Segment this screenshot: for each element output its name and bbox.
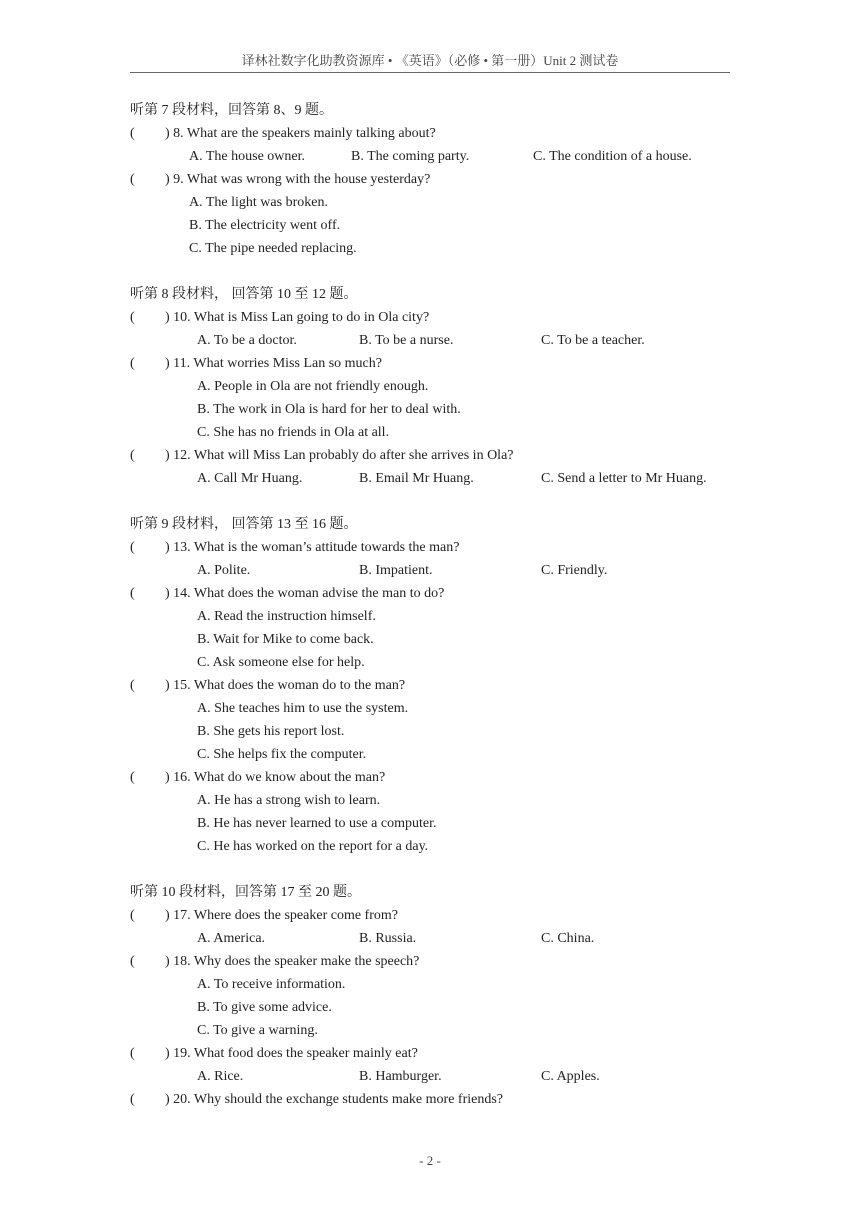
section-gap <box>130 490 750 513</box>
option: C. To be a teacher. <box>541 333 645 348</box>
question-row <box>130 1042 750 1065</box>
answer-blank[interactable]: ( <box>130 310 135 325</box>
answer-blank[interactable]: ( <box>130 1092 135 1107</box>
section-gap <box>130 858 750 881</box>
option-row <box>130 398 750 421</box>
page-header: 译林社数字化助教资源库 • 《英语》（必修 • 第一册）Unit 2 测试卷 <box>130 50 730 73</box>
question-text: 15. What does the woman do to the man? <box>173 678 406 693</box>
option-row <box>130 421 750 444</box>
option: B. The electricity went off. <box>189 218 341 233</box>
option: B. Email Mr Huang. <box>359 471 474 486</box>
answer-blank-close: ) <box>165 678 174 693</box>
option: B. To give some advice. <box>197 1000 332 1015</box>
answer-blank-close: ) <box>165 310 174 325</box>
option-row <box>130 191 750 214</box>
question-text: 8. What are the speakers mainly talking about? <box>173 126 436 141</box>
option: B. He has never learned to use a computer. <box>197 816 437 831</box>
answer-blank[interactable]: ( <box>130 540 135 555</box>
question-text: 11. What worries Miss Lan so much? <box>173 356 382 371</box>
answer-blank[interactable]: ( <box>130 586 135 601</box>
option-row <box>130 329 750 352</box>
option: A. Rice. <box>197 1069 244 1084</box>
question-row <box>130 122 750 145</box>
option-row <box>130 697 750 720</box>
option: C. Send a letter to Mr Huang. <box>541 471 707 486</box>
question-text: 13. What is the woman’s attitude towards the man? <box>173 540 460 555</box>
answer-blank-close: ) <box>165 908 174 923</box>
option: B. Russia. <box>359 931 417 946</box>
option: A. He has a strong wish to learn. <box>197 793 381 808</box>
question-text: 12. What will Miss Lan probably do after she arrives in Ola? <box>173 448 514 463</box>
option: C. Apples. <box>541 1069 600 1084</box>
answer-blank[interactable]: ( <box>130 908 135 923</box>
option: A. To receive information. <box>197 977 346 992</box>
option-row <box>130 720 750 743</box>
answer-blank-close: ) <box>165 954 174 969</box>
option: B. Impatient. <box>359 563 433 578</box>
question-row <box>130 1088 750 1111</box>
option: B. The work in Ola is hard for her to deal with. <box>197 402 461 417</box>
question-text: 18. Why does the speaker make the speech? <box>173 954 420 969</box>
question-row <box>130 582 750 605</box>
option-row <box>130 1065 750 1088</box>
option-row <box>130 375 750 398</box>
question-row <box>130 950 750 973</box>
answer-blank-close: ) <box>165 540 174 555</box>
option: A. The house owner. <box>189 149 305 164</box>
option-row <box>130 743 750 766</box>
answer-blank[interactable]: ( <box>130 448 135 463</box>
option: C. Ask someone else for help. <box>197 655 365 670</box>
option: C. She has no friends in Ola at all. <box>197 425 390 440</box>
question-text: 20. Why should the exchange students make more friends? <box>173 1092 503 1107</box>
section-gap <box>130 260 750 283</box>
option: A. People in Ola are not friendly enough. <box>197 379 429 394</box>
question-row <box>130 168 750 191</box>
answer-blank-close: ) <box>165 448 174 463</box>
question-text: 19. What food does the speaker mainly eat? <box>173 1046 418 1061</box>
option-row <box>130 467 750 490</box>
answer-blank[interactable]: ( <box>130 770 135 785</box>
answer-blank-close: ) <box>165 586 174 601</box>
option: B. Hamburger. <box>359 1069 442 1084</box>
option-row <box>130 628 750 651</box>
option-row <box>130 651 750 674</box>
answer-blank[interactable]: ( <box>130 1046 135 1061</box>
option-row <box>130 605 750 628</box>
option-row <box>130 996 750 1019</box>
answer-blank-close: ) <box>165 1046 174 1061</box>
answer-blank-close: ) <box>165 356 174 371</box>
question-list <box>130 99 750 1111</box>
section-title: 听第 7 段材料，回答第 8、9 题。 <box>130 103 333 118</box>
option-row <box>130 1019 750 1042</box>
option: C. She helps fix the computer. <box>197 747 367 762</box>
answer-blank-close: ) <box>165 126 174 141</box>
option: B. Wait for Mike to come back. <box>197 632 374 647</box>
option-row <box>130 237 750 260</box>
option: A. She teaches him to use the system. <box>197 701 409 716</box>
question-row <box>130 306 750 329</box>
option: C. He has worked on the report for a day. <box>197 839 429 854</box>
option: C. To give a warning. <box>197 1023 318 1038</box>
question-text: 10. What is Miss Lan going to do in Ola city? <box>173 310 430 325</box>
answer-blank[interactable]: ( <box>130 678 135 693</box>
option: C. Friendly. <box>541 563 608 578</box>
question-row <box>130 674 750 697</box>
option-row <box>130 973 750 996</box>
section-title: 听第 10 段材料，回答第 17 至 20 题。 <box>130 885 361 900</box>
answer-blank[interactable]: ( <box>130 954 135 969</box>
option-row <box>130 812 750 835</box>
answer-blank[interactable]: ( <box>130 172 135 187</box>
option: C. China. <box>541 931 595 946</box>
option: A. Polite. <box>197 563 251 578</box>
answer-blank-close: ) <box>165 1092 174 1107</box>
answer-blank[interactable]: ( <box>130 126 135 141</box>
option: B. To be a nurse. <box>359 333 454 348</box>
section-title: 听第 9 段材料， 回答第 13 至 16 题。 <box>130 517 358 532</box>
option: A. The light was broken. <box>189 195 328 210</box>
question-row <box>130 444 750 467</box>
option-row <box>130 789 750 812</box>
question-text: 16. What do we know about the man? <box>173 770 386 785</box>
answer-blank-close: ) <box>165 172 174 187</box>
option-row <box>130 835 750 858</box>
option: C. The pipe needed replacing. <box>189 241 357 256</box>
question-row <box>130 766 750 789</box>
option: A. Read the instruction himself. <box>197 609 376 624</box>
option-row <box>130 927 750 950</box>
option: B. The coming party. <box>351 149 470 164</box>
answer-blank[interactable]: ( <box>130 356 135 371</box>
option: A. To be a doctor. <box>197 333 297 348</box>
question-text: 9. What was wrong with the house yesterday? <box>173 172 431 187</box>
question-row <box>130 904 750 927</box>
answer-blank-close: ) <box>165 770 174 785</box>
question-text: 17. Where does the speaker come from? <box>173 908 398 923</box>
option-row <box>130 559 750 582</box>
option-row <box>130 214 750 237</box>
option: A. America. <box>197 931 266 946</box>
option-row <box>130 145 750 168</box>
section-title: 听第 8 段材料， 回答第 10 至 12 题。 <box>130 287 358 302</box>
option: A. Call Mr Huang. <box>197 471 303 486</box>
option: C. The condition of a house. <box>533 149 692 164</box>
page-number: - 2 - <box>419 1153 441 1168</box>
question-row <box>130 536 750 559</box>
question-row <box>130 352 750 375</box>
question-text: 14. What does the woman advise the man to do? <box>173 586 445 601</box>
option: B. She gets his report lost. <box>197 724 345 739</box>
